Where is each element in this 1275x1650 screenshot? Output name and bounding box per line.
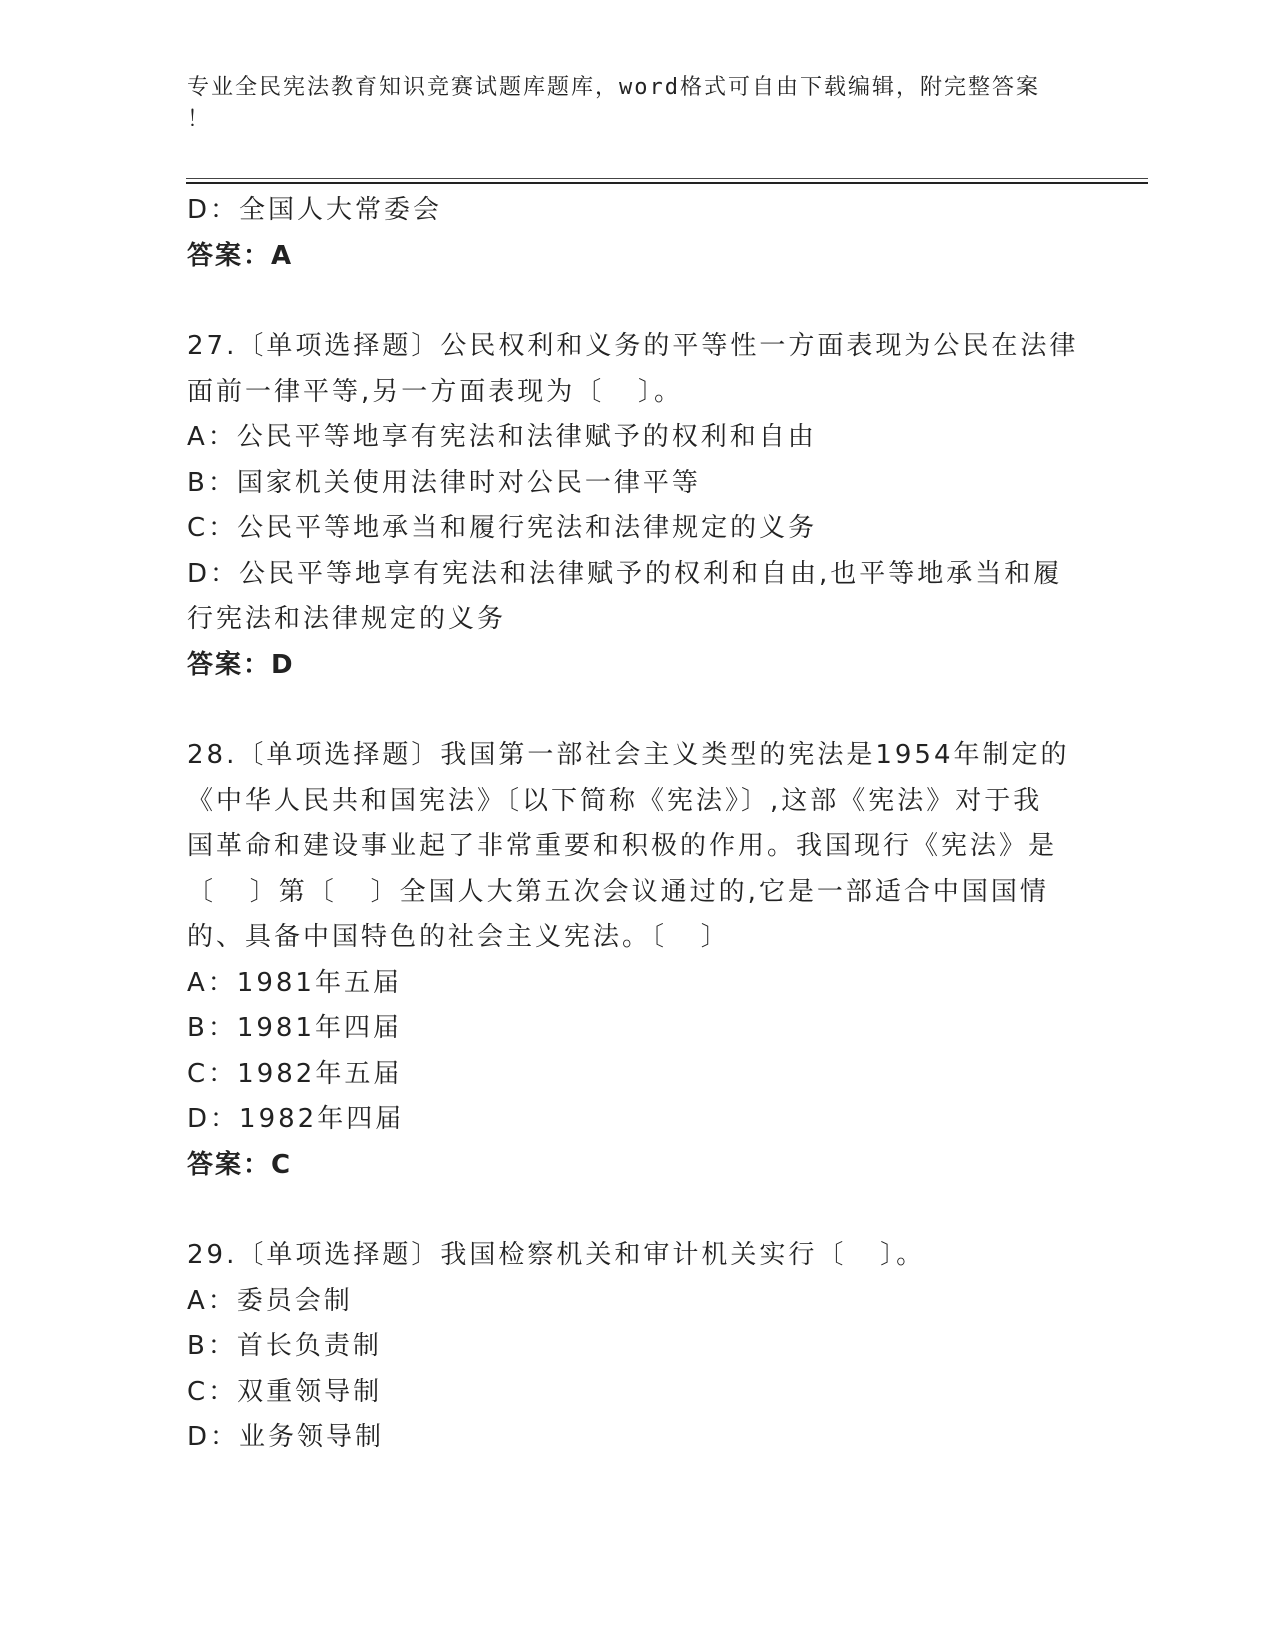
- header-rule-thin: [186, 178, 1148, 179]
- option-line: 行宪法和法律规定的义务: [187, 604, 507, 634]
- option-line: D：全国人大常委会: [187, 195, 443, 225]
- header-line-1: 专业全民宪法教育知识竞赛试题库题库，word格式可自由下载编辑，附完整答案: [187, 75, 1040, 100]
- question-text: 〔 〕第〔 〕全国人大第五次会议通过的,它是一部适合中国国情: [187, 876, 1049, 907]
- question-block: [187, 188, 1087, 279]
- page-header: [187, 72, 1067, 136]
- question-text: 29.〔单项选择题〕我国检察机关和审计机关实行〔 〕。: [187, 1240, 926, 1270]
- option-line: D：1982年四届: [187, 1104, 405, 1134]
- header-line-2: ！: [187, 107, 212, 132]
- option-line: D：公民平等地享有宪法和法律赋予的权利和自由,也平等地承当和履: [187, 558, 1063, 589]
- option-line: B：国家机关使用法律时对公民一律平等: [187, 467, 701, 498]
- answer-line: 答案：C: [187, 1149, 293, 1180]
- question-block: [187, 1233, 1087, 1461]
- question-text: 28.〔单项选择题〕我国第一部社会主义类型的宪法是1954年制定的: [187, 740, 1070, 770]
- option-line: B：1981年四届: [187, 1013, 403, 1043]
- option-line: C：1982年五届: [187, 1058, 403, 1089]
- question-block: [187, 733, 1087, 1188]
- question-text: 国革命和建设事业起了非常重要和积极的作用。我国现行《宪法》是: [187, 831, 1058, 861]
- option-line: A：1981年五届: [187, 967, 402, 998]
- question-text: 27.〔单项选择题〕公民权利和义务的平等性一方面表现为公民在法律: [187, 331, 1079, 361]
- question-text: 《中华人民共和国宪法》〔以下简称《宪法》〕,这部《宪法》对于我: [187, 785, 1043, 816]
- question-list: [187, 188, 1087, 1461]
- question-text: 面前一律平等,另一方面表现为〔 〕。: [187, 376, 684, 407]
- option-line: A：公民平等地享有宪法和法律赋予的权利和自由: [187, 422, 817, 452]
- question-block: [187, 324, 1087, 688]
- question-text: 的、具备中国特色的社会主义宪法。〔 〕: [187, 922, 730, 952]
- option-line: C：公民平等地承当和履行宪法和法律规定的义务: [187, 513, 818, 543]
- option-line: A：委员会制: [187, 1285, 353, 1316]
- option-line: D：业务领导制: [187, 1422, 385, 1452]
- option-line: B：首长负责制: [187, 1331, 382, 1361]
- answer-line: 答案：A: [187, 240, 294, 271]
- answer-line: 答案：D: [187, 649, 295, 680]
- option-line: C：双重领导制: [187, 1376, 383, 1407]
- header-rule-thick: [186, 182, 1148, 184]
